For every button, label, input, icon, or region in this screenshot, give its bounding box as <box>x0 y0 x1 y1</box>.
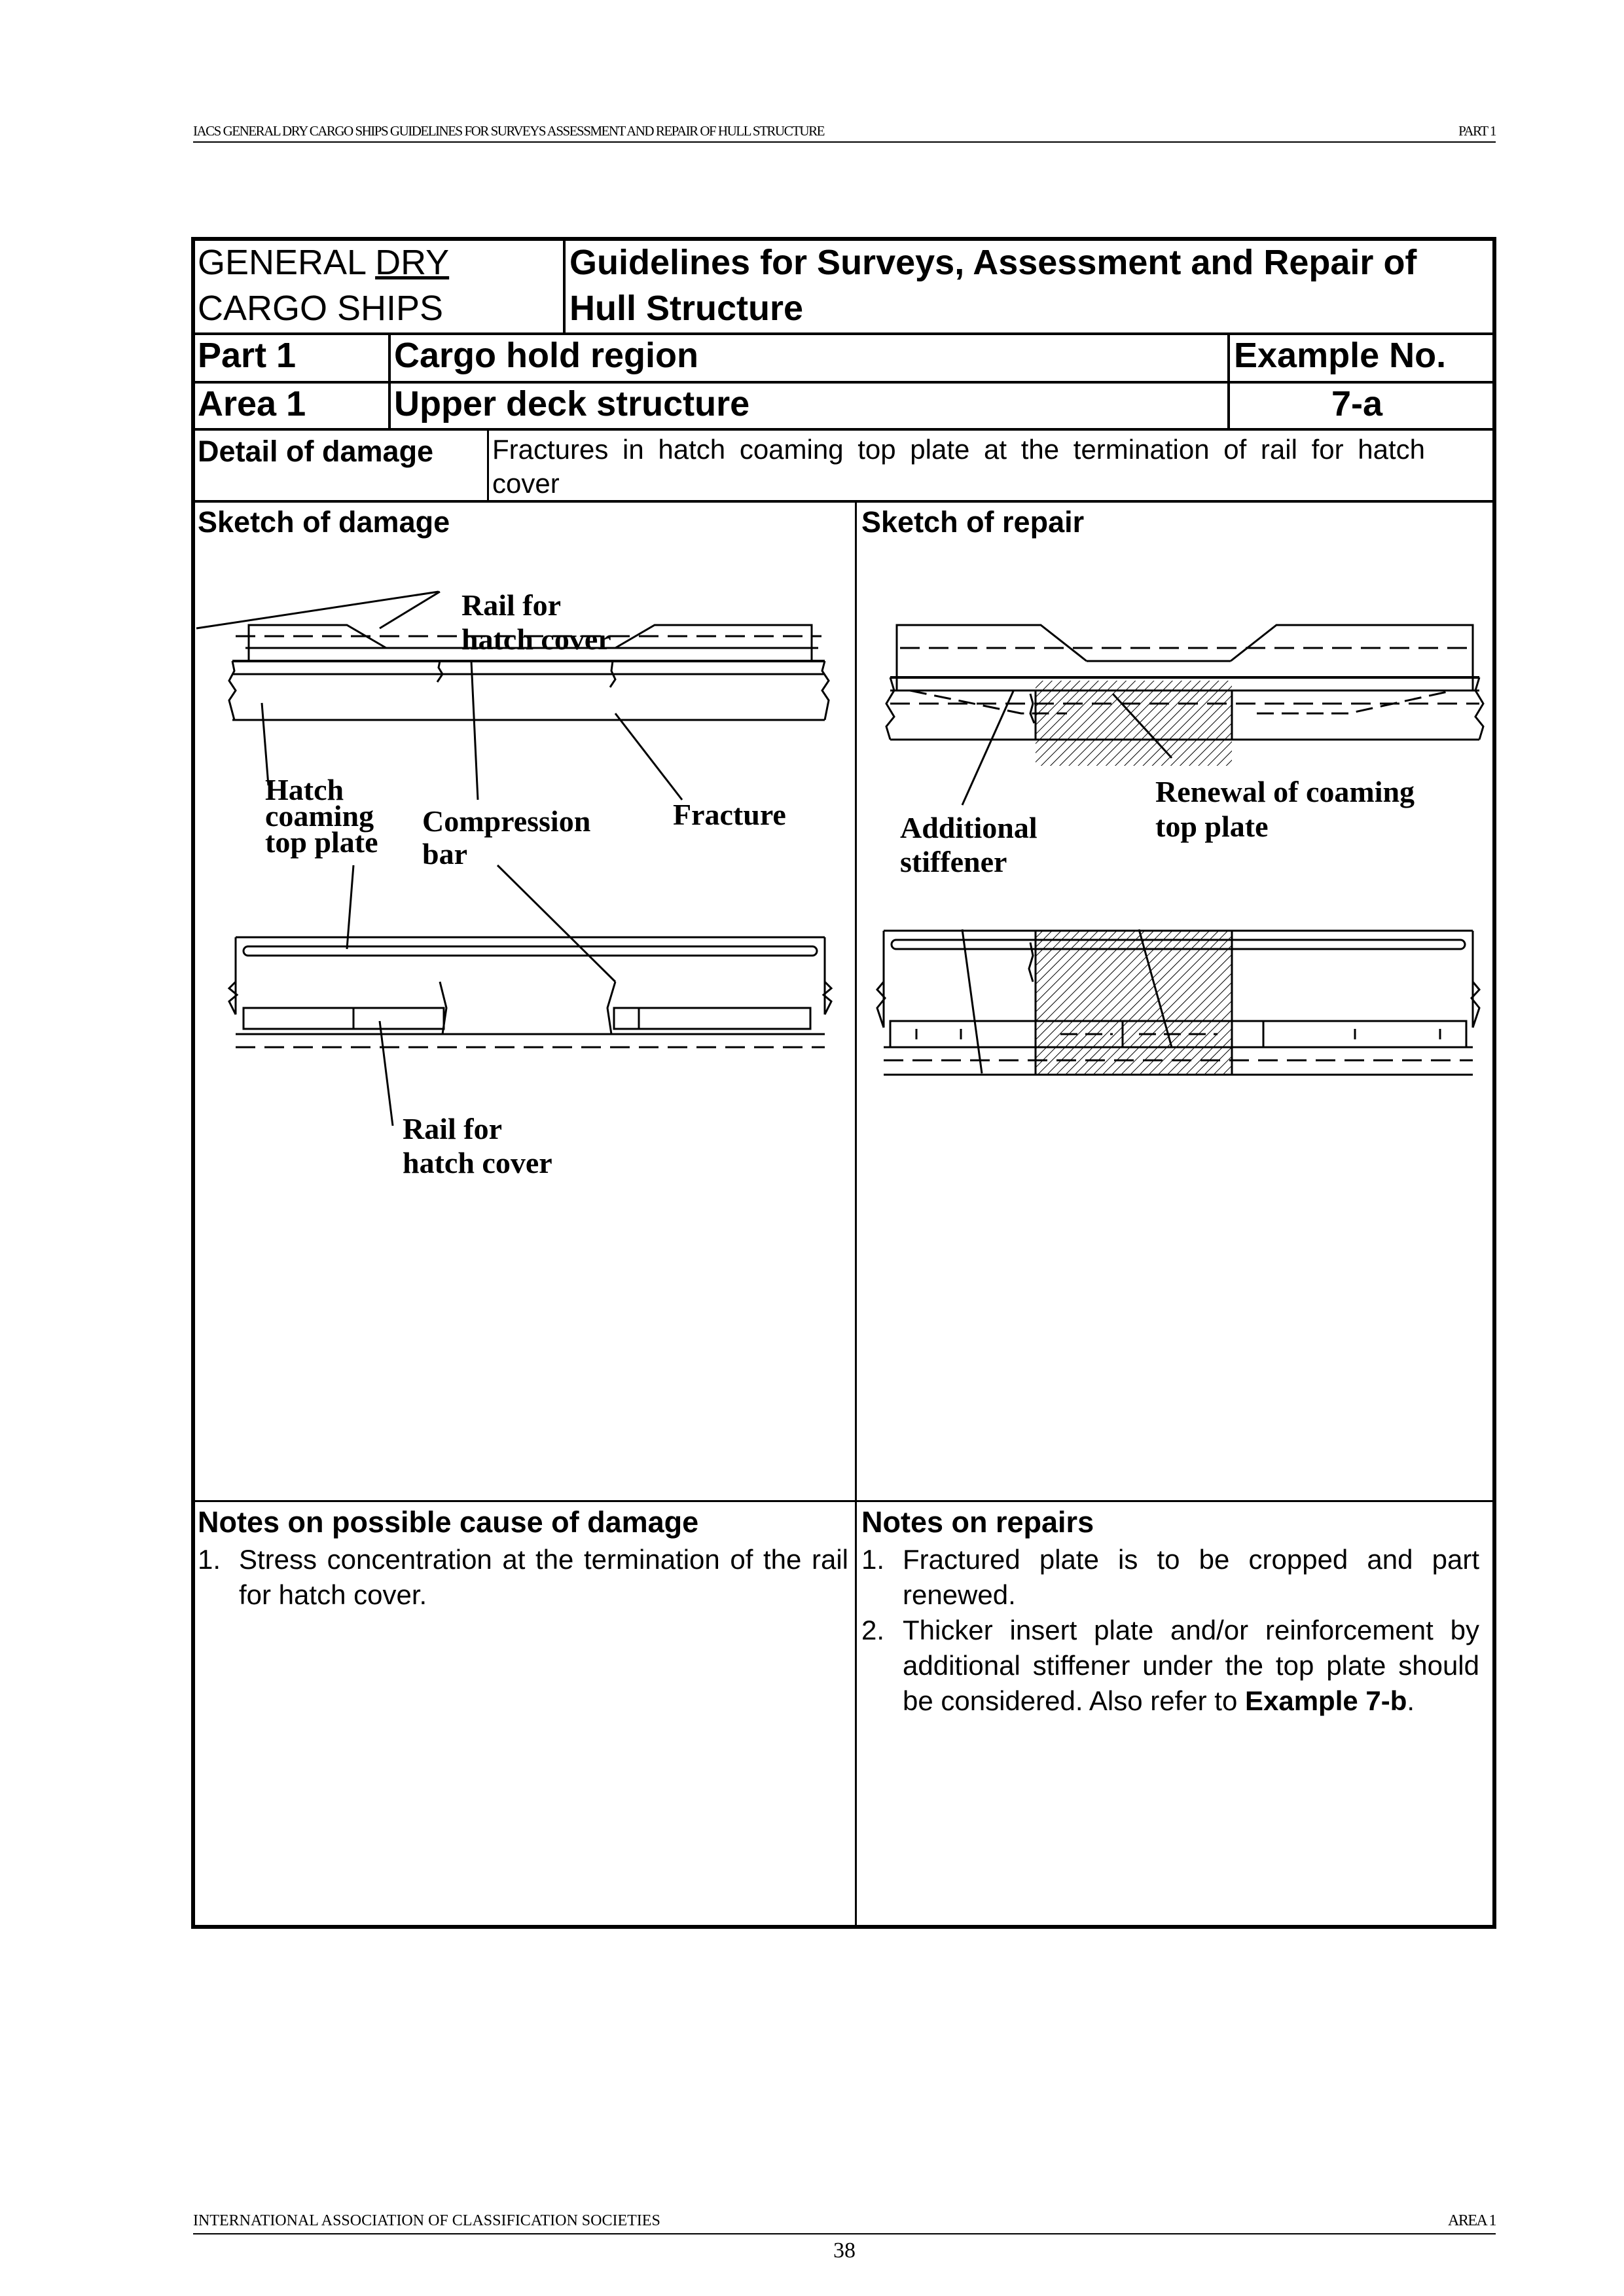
example-label: Example No. <box>1234 336 1447 375</box>
list-item-text: Stress concentration at the termination of the rail for hatch cover. <box>239 1544 848 1610</box>
rail-plan-left <box>244 1008 444 1029</box>
area-value: Upper deck structure <box>394 384 750 423</box>
guideline-title-line2: Hull Structure <box>569 289 804 328</box>
divider <box>855 501 857 1927</box>
label-compression-1: Compression <box>422 804 591 838</box>
list-item <box>861 1613 1479 1719</box>
list-item-text: Fractured plate is to be cropped and part renewed. <box>903 1544 1479 1610</box>
sketch-damage-heading: Sketch of damage <box>198 505 450 539</box>
fracture-left <box>437 661 442 682</box>
example-number: 7-a <box>1331 384 1383 423</box>
leader-rail-top <box>380 592 440 628</box>
label-renewal-2: top plate <box>1155 810 1269 843</box>
running-header-title: IACS GENERAL DRY CARGO SHIPS GUIDELINES FOR SURVEYS ASSESSMENT AND REPAIR OF HULL STRUCTURE <box>193 123 824 139</box>
running-header-part: PART 1 <box>1458 123 1496 139</box>
label-compression-2: bar <box>422 837 467 870</box>
compression-bar-plan <box>244 946 817 956</box>
list-item-text: Thicker insert plate and/or reinforcement by additional stiffener under the top plate should be considered. Also refer to <box>903 1615 1479 1716</box>
rail-left-profile <box>249 625 386 661</box>
notes-cause-heading: Notes on possible cause of damage <box>198 1505 699 1539</box>
label-fracture: Fracture <box>673 798 786 831</box>
divider <box>191 428 1496 431</box>
example-reference: Example 7-b <box>1244 1685 1407 1716</box>
break-right <box>822 661 829 720</box>
footer-organisation: INTERNATIONAL ASSOCIATION OF CLASSIFICATION SOCIETIES <box>193 2212 660 2229</box>
list-item-number: 1. <box>861 1544 885 1575</box>
ship-type: GENERAL DRY <box>198 243 450 282</box>
label-additional-1: Additional <box>900 811 1038 844</box>
list-item-tail: . <box>1407 1685 1415 1716</box>
footer-area: AREA 1 <box>1447 2212 1496 2229</box>
notes-cause-list <box>198 1542 848 1613</box>
rail-right-profile <box>1231 625 1473 691</box>
part-value: Cargo hold region <box>394 336 698 375</box>
leader-additional <box>962 691 1013 805</box>
leader-rail-bottom <box>380 1021 393 1126</box>
footer <box>193 2212 1496 2234</box>
leader-fracture <box>615 713 682 800</box>
rail-right-profile <box>615 625 812 661</box>
stiffener-right <box>1257 691 1453 713</box>
repair-sketch <box>864 563 1492 1217</box>
list-item <box>861 1542 1479 1613</box>
label-additional-2: stiffener <box>900 845 1007 878</box>
divider <box>487 429 489 501</box>
list-item <box>198 1542 848 1613</box>
guideline-title: Guidelines for Surveys, Assessment and Repair of <box>569 243 1417 282</box>
renewed-plate-plan <box>1036 931 1232 1075</box>
label-hatch-2: coaming <box>265 799 374 833</box>
sketch-repair-heading: Sketch of repair <box>861 505 1085 539</box>
notes-repair-list <box>861 1542 1479 1719</box>
label-rail-bottom-1: Rail for <box>403 1112 503 1145</box>
rail-plan-right <box>614 1008 810 1029</box>
label-hatch-3: top plate <box>265 825 378 859</box>
leader-compression <box>471 661 478 800</box>
ship-type-underlined: DRY <box>375 243 450 282</box>
label-hatch-1: Hatch <box>265 773 344 806</box>
notes-repair-heading: Notes on repairs <box>861 1505 1094 1539</box>
label-rail-bottom-2: hatch cover <box>403 1146 552 1179</box>
label-renewal-1: Renewal of coaming <box>1155 775 1415 808</box>
leader-additional-plan <box>962 929 982 1073</box>
list-item-number: 2. <box>861 1615 885 1645</box>
divider <box>191 500 1496 503</box>
ship-type-line2: CARGO SHIPS <box>198 289 444 328</box>
detail-value-line2: cover <box>492 468 560 499</box>
label-rail-top-2: hatch cover <box>461 622 611 656</box>
part-label: Part 1 <box>198 336 297 375</box>
detail-label: Detail of damage <box>198 435 434 468</box>
divider <box>563 237 566 334</box>
running-header <box>193 123 1496 143</box>
damage-sketch <box>196 563 851 1217</box>
break-left <box>229 661 236 720</box>
area-label: Area 1 <box>198 384 306 423</box>
page-number: 38 <box>833 2238 856 2263</box>
divider <box>191 1500 1496 1502</box>
list-item-number: 1. <box>198 1544 221 1575</box>
label-rail-top-1: Rail for <box>461 588 562 622</box>
detail-value: Fractures in hatch coaming top plate at the termination of rail for hatch <box>492 434 1426 465</box>
renewed-plate-elevation <box>1036 681 1232 766</box>
leader-fracture-plan <box>497 865 615 982</box>
